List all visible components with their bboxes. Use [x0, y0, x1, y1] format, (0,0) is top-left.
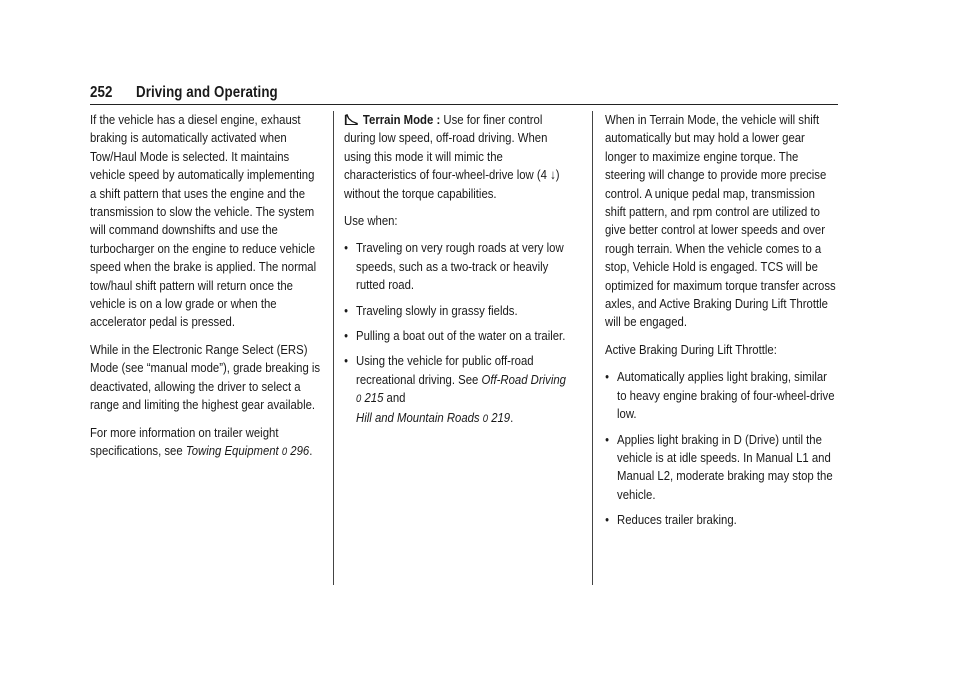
paragraph: When in Terrain Mode, the vehicle will shift automatically but may hold a lower gear longer to maximize engine torque. The steering will change to provide more precise control. A unique pedal map, transmission shift pattern, and rpm control are utilized to give better control at lower speeds and over rough terrain. When the vehicle comes to a stop, Vehicle Hold is engaged. TCS will be optimized for maximum torque transfer across axles, and Active Braking During Lift Throttle will be engaged. [605, 112, 836, 330]
paragraph: For more information on trailer weight specifications, see Towing Equipment 0 296. [90, 424, 313, 458]
column-1 [90, 111, 322, 470]
section-title: Driving and Operating [136, 84, 278, 101]
xref-link[interactable]: Off-Road Driving 0 215 [356, 371, 566, 406]
page-ref-arrow-icon: 0 [356, 393, 362, 406]
bullet-list [605, 368, 837, 529]
page-header [90, 82, 838, 105]
paragraph: Active Braking During Lift Throttle: [605, 341, 777, 357]
list-item: ● Traveling on very rough roads at very low speeds, such as a two-track or heavily rutted road. [344, 239, 576, 294]
column-divider [333, 111, 334, 585]
list-item: ● Using the vehicle for public off-road recreational driving. See Off-Road Driving 0 215 and Hill and Mountain Roads 0 219. [344, 352, 576, 428]
column-divider [592, 111, 593, 585]
term-label: Terrain Mode : [362, 112, 441, 127]
column-3 [605, 111, 837, 537]
page-number: 252 [90, 84, 113, 101]
list-item: ● Applies light braking in D (Drive) until the vehicle is at idle speeds. In Manual L1 and Manual L2, moderate braking may stop the vehicle. [605, 431, 837, 505]
bullet-list [344, 239, 576, 428]
terrain-mode-icon [344, 113, 359, 126]
paragraph: Terrain Mode : Use for finer control during low speed, off-road driving. When using this mode it will mimic the characteristics of four-wheel-drive low (4 ↓) without the torque capabilities. [344, 112, 560, 201]
paragraph: While in the Electronic Range Select (ERS) Mode (see “manual mode”), grade breaking is deactivated, allowing the driver to select a range and limiting the highest gear available. [90, 341, 321, 413]
list-item: ● Traveling slowly in grassy fields. [344, 302, 576, 320]
page-ref-arrow-icon: 0 [281, 445, 288, 458]
list-item: ● Pulling a boat out of the water on a trailer. [344, 327, 576, 345]
xref-link[interactable]: Hill and Mountain Roads 0 219 [356, 409, 511, 425]
down-arrow-icon: ↓ [550, 167, 556, 183]
column-2 [344, 111, 576, 435]
paragraph: Use when: [344, 213, 398, 229]
list-item: ● Reduces trailer braking. [605, 511, 837, 529]
list-item: ● Automatically applies light braking, similar to heavy engine braking of four-wheel-drive low. [605, 368, 837, 423]
page-ref-arrow-icon: 0 [482, 412, 489, 425]
paragraph: If the vehicle has a diesel engine, exhaust braking is automatically activated when Tow/Haul Mode is selected. It maintains vehicle speed by automatically implementing a shift pattern that uses the engine and the transmission to slow the vehicle. The system will command downshifts and use the turbocharger on the engine to reduce vehicle speed when the brake is applied. The normal tow/haul shift pattern will return once the vehicle is on a low grade or when the accelerator pedal is pressed. [90, 112, 317, 330]
xref-link[interactable]: Towing Equipment 0 296 [185, 442, 310, 458]
